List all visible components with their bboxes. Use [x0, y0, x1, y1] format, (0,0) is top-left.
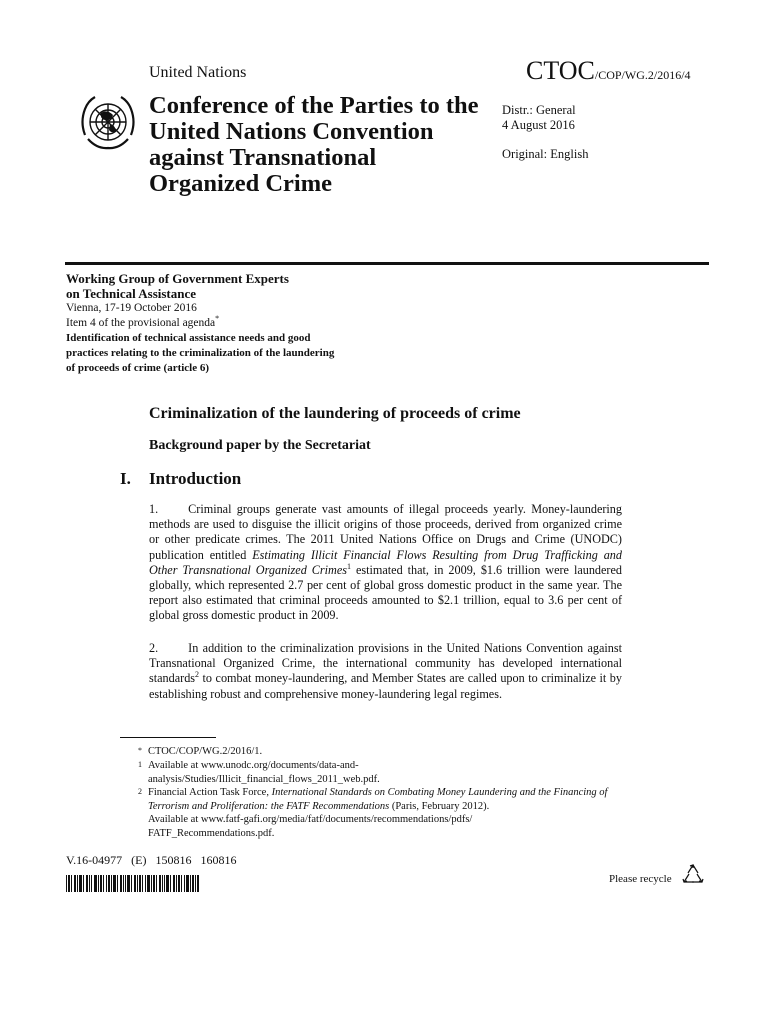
organization-name: United Nations — [149, 64, 247, 81]
barcode-icon — [66, 875, 200, 892]
agenda-title-line: of proceeds of crime (article 6) — [66, 362, 210, 374]
conference-title-line: Conference of the Parties to the — [149, 92, 479, 119]
footnote-mark: * — [215, 314, 220, 324]
footnote-mark: 2 — [195, 670, 200, 680]
paragraph-2 — [149, 641, 622, 702]
job-number-line — [66, 853, 236, 868]
footnote-mark: 2 — [138, 787, 142, 796]
distribution: Distr.: General — [502, 103, 576, 117]
footnote-mark: * — [138, 746, 142, 755]
working-group-line: Working Group of Government Experts — [66, 271, 289, 286]
agenda-item — [66, 316, 486, 331]
document-subtitle: Background paper by the Secretariat — [149, 438, 371, 453]
footnote-text-prefix: Financial Action Task Force, — [148, 787, 272, 798]
section-number: I. — [120, 469, 131, 488]
distribution-block — [502, 103, 588, 162]
footnote-divider — [120, 737, 216, 738]
footnote-text — [148, 786, 628, 813]
job-number: V.16-04977 (E) — [66, 853, 147, 867]
meeting-place-date: Vienna, 17-19 October 2016 — [66, 302, 197, 314]
agenda-title-line: practices relating to the criminalization of the laundering — [66, 347, 335, 359]
paragraph-number: 1. — [149, 502, 159, 516]
footnote — [138, 745, 628, 759]
footnote-text: analysis/Studies/Illicit_financial_flows_2011_web.pdf. — [148, 773, 380, 785]
header-divider — [65, 262, 709, 265]
document-symbol — [526, 56, 691, 86]
conference-title-line: Organized Crime — [149, 170, 333, 197]
original-language: Original: English — [502, 147, 589, 161]
issue-date: 4 August 2016 — [502, 118, 575, 132]
conference-title-line: against Transnational — [149, 144, 377, 171]
paragraph-text: In addition to the criminalization provisions in the United Nations Convention against Transnational Organized Crime, the international community has developed international standards — [149, 641, 622, 686]
footnote-text-suffix: (Paris, February 2012). — [389, 800, 490, 812]
footnote-mark: 1 — [138, 760, 142, 769]
paragraph-1 — [149, 502, 622, 624]
agenda-title-line: Identification of technical assistance needs and good — [66, 332, 311, 344]
recycle-icon — [680, 862, 706, 888]
meeting-block — [66, 271, 486, 376]
footnote — [138, 759, 628, 786]
footnote — [138, 786, 628, 840]
paragraph-number: 2. — [149, 641, 159, 655]
footnote-text: FATF_Recommendations.pdf. — [148, 827, 275, 839]
conference-title-line: United Nations Convention — [149, 118, 434, 145]
symbol-main: CTOC — [526, 56, 595, 85]
paragraph-text: Criminal groups generate vast amounts of illegal proceeds yearly. Money-laundering methods are used to disguise the illicit origins of those proceeds, derived from organized crime or other predicate crimes. The 2011 United Nations Office on Drugs and Crime (UNODC) publication entitled — [149, 502, 622, 562]
footnote-text: Available at www.unodc.org/documents/data-and- — [148, 760, 359, 771]
document-title: Criminalization of the laundering of proceeds of crime — [149, 405, 521, 422]
paragraph-text: estimated that, in 2009, $1.6 trillion were laundered globally, which represented 2.7 per cent of global gross domestic product in the same year. The report also estimated that criminal proceeds amounted to $2.1 trillion, equal to 3.6 per cent of global gross domestic product in 2009. — [149, 562, 622, 623]
paragraph-text: to combat money-laundering, and Member States are called upon to criminalize it by establishing robust and comprehensive money-laundering legal regimes. — [149, 671, 622, 701]
publication-title: Estimating Illicit Financial Flows Resulting from Drug Trafficking and Other Transnational Organized Crimes — [149, 547, 622, 577]
footnote-text: CTOC/COP/WG.2/2016/1. — [148, 746, 263, 757]
footer-date: 150816 — [155, 853, 192, 867]
conference-title — [149, 93, 494, 197]
footnote-publication-title: International Standards on Combating Money Laundering and the Financing of Terrorism and Proliferation: the FATF Recommendations — [148, 787, 608, 812]
footnote-mark: 1 — [347, 561, 351, 571]
agenda-item-text: Item 4 of the provisional agenda — [66, 317, 216, 329]
un-emblem-icon — [77, 91, 139, 153]
working-group-line: on Technical Assistance — [66, 286, 197, 301]
section-title: Introduction — [149, 469, 242, 488]
recycle-label: Please recycle — [609, 873, 672, 885]
footnote-text: Available at www.fatf-gafi.org/media/fatf/documents/recommendations/pdfs/ — [148, 814, 473, 825]
footer-date: 160816 — [200, 853, 237, 867]
symbol-rest: /COP/WG.2/2016/4 — [594, 68, 691, 82]
